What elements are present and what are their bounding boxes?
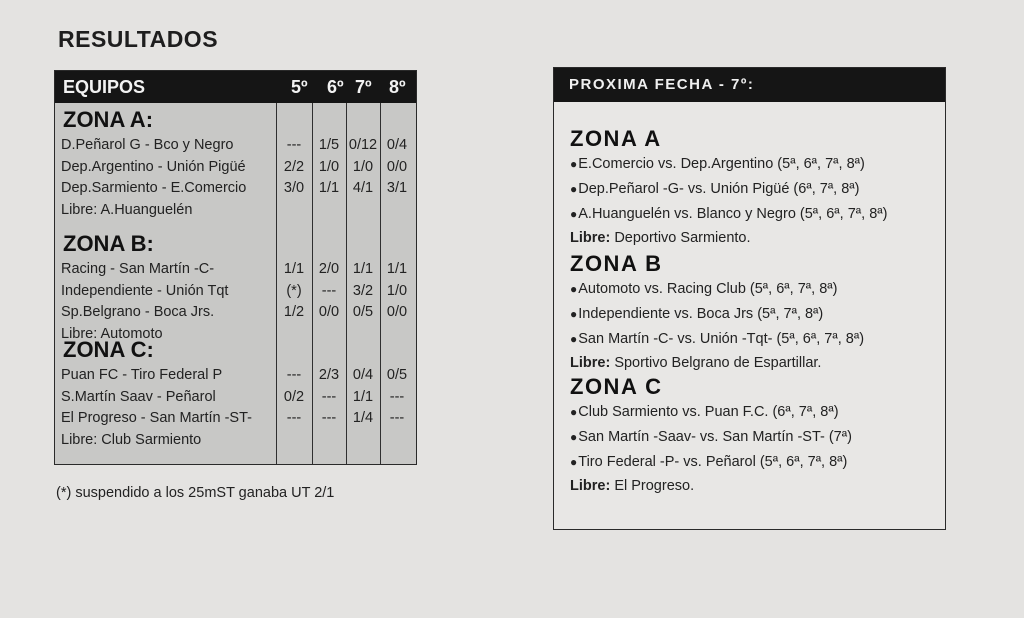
fixture-text: San Martín -C- vs. Unión -Tqt- (5ª, 6ª, 7ª, 8ª) — [578, 331, 865, 347]
fixture-item — [570, 181, 860, 197]
next-zone-title: ZONA C — [570, 374, 663, 399]
match-label: D.Peñarol G - Bco y Negro — [61, 137, 234, 153]
match-label: Sp.Belgrano - Boca Jrs. — [61, 304, 215, 320]
score-cell: 0/5 — [386, 367, 408, 383]
score-cell: 1/1 — [386, 261, 408, 277]
free-team: Libre: Club Sarmiento — [61, 431, 202, 448]
score-cell: 1/1 — [318, 180, 340, 196]
free-team-name: El Progreso. — [614, 478, 695, 494]
score-cell: --- — [389, 388, 405, 405]
score-cell: 3/2 — [352, 282, 374, 299]
match-label: Dep.Argentino - Unión Pigüé — [61, 158, 246, 175]
match-label: Independiente - Unión Tqt — [61, 282, 229, 299]
next-zone-title: ZONA B — [570, 251, 663, 276]
match-label: El Progreso - San Martín -ST- — [61, 410, 252, 426]
header-round-7: 7º — [355, 77, 372, 97]
fixture-item — [570, 404, 839, 420]
next-free-team — [570, 355, 821, 371]
score-cell: 0/4 — [386, 137, 408, 153]
zone-title: ZONA C: — [63, 337, 154, 362]
fixture-text: Automoto vs. Racing Club (5ª, 6ª, 7ª, 8ª) — [578, 281, 838, 297]
score-cell: --- — [389, 410, 405, 426]
fixture-text: A.Huanguelén vs. Blanco y Negro (5ª, 6ª, 7ª, 8ª) — [578, 206, 888, 222]
bullet-icon: ● — [570, 182, 578, 196]
score-cell: 1/5 — [318, 137, 340, 153]
fixture-item — [570, 331, 864, 347]
fixture-item — [570, 206, 887, 222]
score-cell: 1/0 — [318, 158, 340, 175]
header-round-5: 5º — [291, 77, 308, 97]
score-cell: 3/0 — [283, 180, 305, 196]
bullet-icon: ● — [570, 157, 578, 171]
fixture-item — [570, 156, 865, 172]
free-label: Libre: — [570, 355, 611, 371]
match-label: S.Martín Saav - Peñarol — [61, 388, 216, 405]
fixture-item — [570, 306, 823, 322]
zone-title: ZONA B: — [63, 231, 154, 256]
header-round-8: 8º — [389, 77, 406, 97]
score-cell: 0/0 — [386, 304, 408, 320]
score-cell: 1/4 — [352, 410, 374, 426]
score-cell: 0/5 — [352, 304, 374, 320]
free-label: Libre: — [570, 478, 611, 494]
fixture-item — [570, 454, 847, 470]
next-zone-title: ZONA A — [570, 126, 662, 151]
bullet-icon: ● — [570, 332, 578, 346]
free-label: Libre: — [570, 230, 611, 246]
fixture-text: E.Comercio vs. Dep.Argentino (5ª, 6ª, 7ª, 8ª) — [578, 156, 865, 172]
score-cell: --- — [286, 410, 302, 426]
fixture-item — [570, 429, 852, 445]
results-table — [54, 70, 417, 465]
footnote: (*) suspendido a los 25mST ganaba UT 2/1 — [56, 485, 335, 501]
score-cell: (*) — [286, 282, 302, 299]
zone-title: ZONA A: — [63, 107, 154, 132]
match-label: Dep.Sarmiento - E.Comercio — [61, 180, 247, 196]
score-cell: 0/0 — [386, 158, 408, 175]
next-round-box — [553, 67, 946, 530]
score-cell: --- — [321, 282, 337, 299]
score-cell: --- — [286, 137, 302, 153]
score-cell: 1/2 — [283, 304, 305, 320]
next-round-header — [554, 68, 945, 102]
bullet-icon: ● — [570, 455, 578, 469]
fixture-text: San Martín -Saav- vs. San Martín -ST- (7ª) — [578, 429, 852, 445]
bullet-icon: ● — [570, 207, 578, 221]
bullet-icon: ● — [570, 430, 578, 444]
next-free-team — [570, 230, 751, 246]
score-cell: 0/2 — [283, 388, 305, 405]
fixture-item — [570, 281, 837, 297]
score-cell: 1/0 — [352, 158, 374, 175]
next-free-team — [570, 478, 694, 494]
score-cell: 1/1 — [352, 388, 374, 405]
score-cell: 4/1 — [352, 180, 374, 196]
next-round-title: PROXIMA FECHA - 7º: — [569, 76, 755, 93]
score-cell: 1/0 — [386, 282, 408, 299]
bullet-icon: ● — [570, 307, 578, 321]
header-teams: EQUIPOS — [63, 77, 146, 97]
free-team: Libre: Automoto — [61, 325, 163, 342]
score-cell: --- — [321, 388, 337, 405]
score-cell: 0/4 — [352, 367, 374, 383]
free-team: Libre: A.Huanguelén — [61, 201, 193, 218]
bullet-icon: ● — [570, 405, 578, 419]
score-cell: 1/1 — [283, 261, 305, 277]
score-cell: 2/0 — [318, 261, 340, 277]
score-cell: 1/1 — [352, 261, 374, 277]
score-cell: 2/2 — [283, 158, 305, 175]
free-team-name: Sportivo Belgrano de Espartillar. — [614, 355, 822, 371]
score-cell: --- — [321, 410, 337, 426]
free-team-name: Deportivo Sarmiento. — [614, 230, 751, 246]
header-round-6: 6º — [327, 77, 344, 97]
fixture-text: Tiro Federal -P- vs. Peñarol (5ª, 6ª, 7ª, 8ª) — [578, 454, 848, 470]
score-cell: 0/12 — [348, 137, 378, 153]
page-title: RESULTADOS — [58, 26, 219, 52]
fixture-text: Club Sarmiento vs. Puan F.C. (6ª, 7ª, 8ª) — [578, 404, 839, 420]
match-label: Puan FC - Tiro Federal P — [61, 367, 223, 383]
score-cell: 2/3 — [318, 367, 340, 383]
fixture-text: Dep.Peñarol -G- vs. Unión Pigüé (6ª, 7ª, 8ª) — [578, 181, 860, 197]
score-cell: 0/0 — [318, 304, 340, 320]
results-header — [55, 71, 416, 103]
score-cell: 3/1 — [386, 180, 408, 196]
score-cell: --- — [286, 367, 302, 383]
match-label: Racing - San Martín -C- — [61, 261, 215, 277]
fixture-text: Independiente vs. Boca Jrs (5ª, 7ª, 8ª) — [578, 306, 824, 322]
bullet-icon: ● — [570, 282, 578, 296]
